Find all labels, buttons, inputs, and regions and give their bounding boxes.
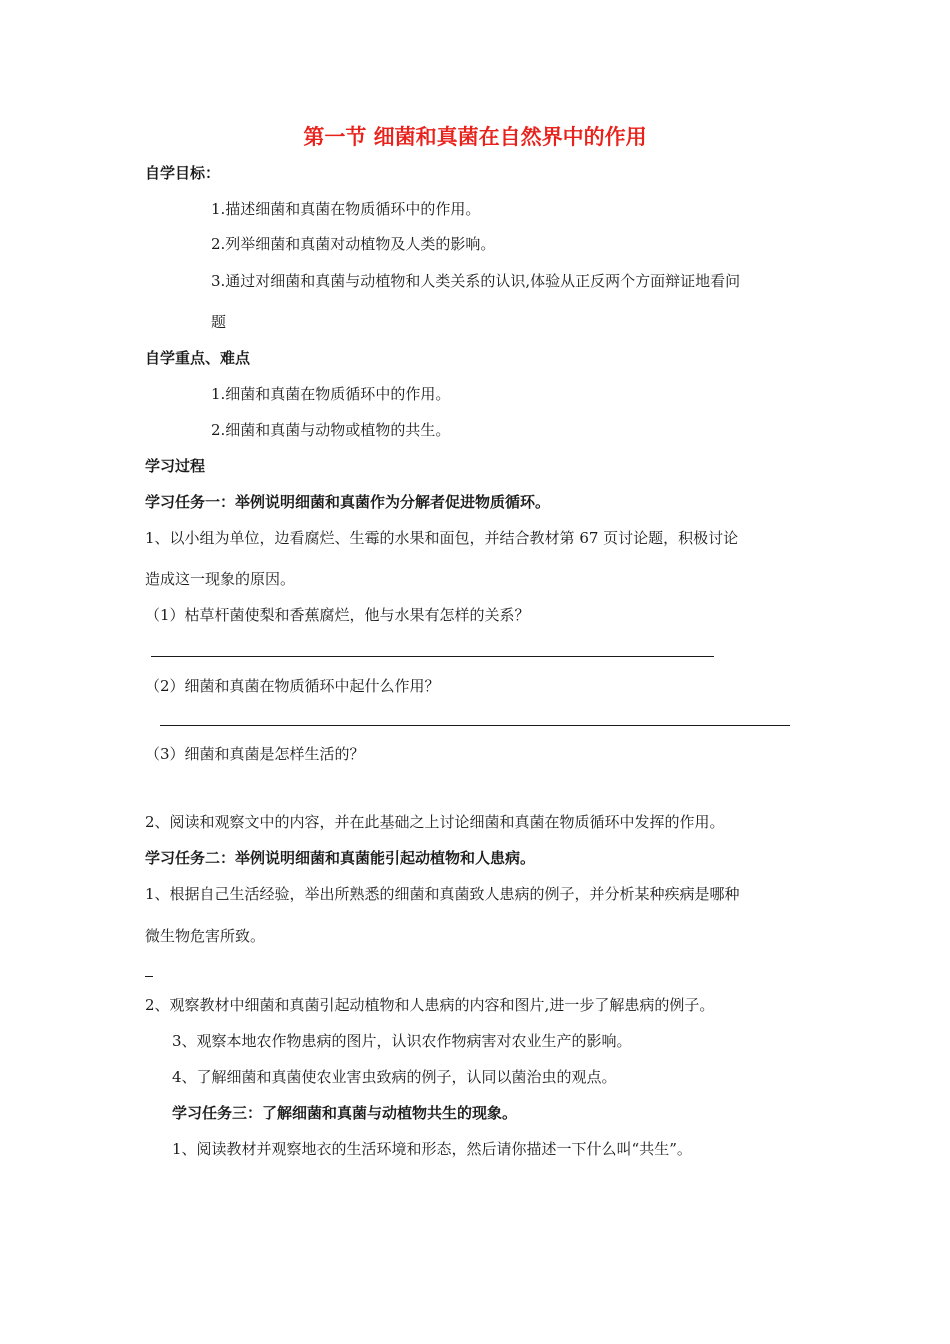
task2-paragraph-1-line-2: 微生物危害所致。 <box>145 927 266 945</box>
goal-item-1: 1.描述细菌和真菌在物质循环中的作用。 <box>211 200 481 218</box>
task2-paragraph-2: 2、观察教材中细菌和真菌引起动植物和人患病的内容和图片,进一步了解患病的例子。 <box>145 996 715 1014</box>
goal-item-3-continued: 题 <box>211 313 227 331</box>
goal-item-2: 2.列举细菌和真菌对动植物及人类的影响。 <box>211 235 496 253</box>
task2-paragraph-3: 3、观察本地农作物患病的图片，认识农作物病害对农业生产的影响。 <box>172 1032 632 1050</box>
task1-question-3: （3）细菌和真菌是怎样生活的？ <box>145 745 365 763</box>
task1-heading: 学习任务一：举例说明细菌和真菌作为分解者促进物质循环。 <box>145 493 551 511</box>
goals-heading: 自学目标： <box>145 164 221 182</box>
answer-line-3[interactable] <box>145 976 153 977</box>
process-heading: 学习过程 <box>145 457 206 475</box>
key-points-heading: 自学重点、难点 <box>145 349 251 367</box>
task3-heading: 学习任务三：了解细菌和真菌与动植物共生的现象。 <box>172 1104 518 1122</box>
task1-paragraph-1-line-1: 1、以小组为单位，边看腐烂、生霉的水果和面包，并结合教材第 67 页讨论题，积极讨论 <box>145 529 739 547</box>
task1-question-2: （2）细菌和真菌在物质循环中起什么作用？ <box>145 677 440 695</box>
goal-item-3: 3.通过对细菌和真菌与动植物和人类关系的认识,体验从正反两个方面辩证地看问 <box>211 272 741 290</box>
task1-paragraph-2: 2、阅读和观察文中的内容，并在此基础之上讨论细菌和真菌在物质循环中发挥的作用。 <box>145 813 725 831</box>
key-point-item-2: 2.细菌和真菌与动物或植物的共生。 <box>211 421 451 439</box>
answer-line-1[interactable] <box>151 656 714 657</box>
key-point-item-1: 1.细菌和真菌在物质循环中的作用。 <box>211 385 451 403</box>
page-title: 第一节 细菌和真菌在自然界中的作用 <box>303 124 647 149</box>
task2-heading: 学习任务二：举例说明细菌和真菌能引起动植物和人患病。 <box>145 849 536 867</box>
task2-paragraph-1-line-1: 1、根据自己生活经验，举出所熟悉的细菌和真菌致人患病的例子，并分析某种疾病是哪种 <box>145 885 740 903</box>
answer-line-2[interactable] <box>160 725 790 726</box>
task2-paragraph-4: 4、了解细菌和真菌使农业害虫致病的例子，认同以菌治虫的观点。 <box>172 1068 617 1086</box>
task1-question-1: （1）枯草杆菌使梨和香蕉腐烂，他与水果有怎样的关系？ <box>145 606 530 624</box>
task1-paragraph-1-line-2: 造成这一现象的原因。 <box>145 570 296 588</box>
task3-paragraph-1: 1、阅读教材并观察地衣的生活环境和形态，然后请你描述一下什么叫“共生”。 <box>172 1140 692 1158</box>
